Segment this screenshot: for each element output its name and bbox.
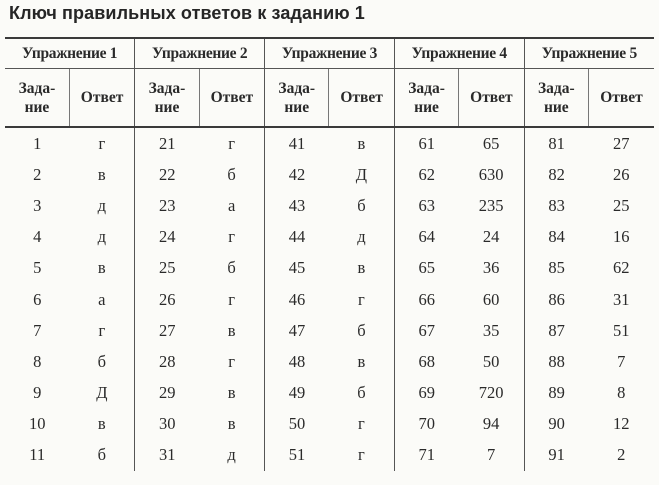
answer-column-header: Ответ xyxy=(459,69,524,128)
answer-cell: в xyxy=(357,258,366,278)
answer-cell: 36 xyxy=(482,258,500,278)
answer-cell: г xyxy=(358,289,365,309)
task-number-cell: 61 xyxy=(394,127,458,159)
answer-cell: д xyxy=(227,445,236,465)
task-number-cell: 67 xyxy=(394,315,458,346)
task-number-cell: 27 xyxy=(135,315,199,346)
table-row xyxy=(5,409,654,440)
answer-cell: г xyxy=(358,414,365,434)
answer-cell: 7 xyxy=(487,445,496,465)
exercise-header: Упражнение 4 xyxy=(394,38,524,69)
task-number-cell: 23 xyxy=(135,190,199,221)
task-number-cell: 49 xyxy=(265,378,329,409)
task-number-cell: 88 xyxy=(524,346,588,377)
task-number-cell: 4 xyxy=(33,227,42,247)
table-row xyxy=(5,378,654,409)
answer-cell: г xyxy=(98,320,106,340)
answer-cell: 27 xyxy=(613,133,630,153)
exercise-header: Упражнение 1 xyxy=(5,38,135,69)
answer-cell: д xyxy=(357,227,366,247)
task-column-header: Зада- ние xyxy=(135,69,199,128)
task-number-cell: 69 xyxy=(394,378,458,409)
answer-cell: 7 xyxy=(617,351,626,371)
answer-cell: в xyxy=(227,383,236,403)
answer-cell: 24 xyxy=(482,227,500,247)
task-column-header: Зада- ние xyxy=(5,69,69,128)
answer-cell: в xyxy=(227,320,236,340)
task-number-cell: 21 xyxy=(135,127,199,159)
task-number-cell: 81 xyxy=(524,127,588,159)
answer-cell: б xyxy=(357,320,366,340)
task-number-cell: 91 xyxy=(524,440,588,471)
column-header-row xyxy=(5,69,654,128)
task-number-cell: 11 xyxy=(29,445,46,465)
task-number-cell: 87 xyxy=(524,315,588,346)
task-number-cell: 86 xyxy=(524,284,588,315)
answer-cell: Д xyxy=(355,164,368,184)
answer-cell: 26 xyxy=(613,164,630,184)
answer-cell: 720 xyxy=(478,383,504,403)
answer-cell: г xyxy=(228,351,235,371)
table-row xyxy=(5,222,654,253)
answer-cell: а xyxy=(98,289,106,309)
answer-cell: 35 xyxy=(482,320,500,340)
answer-column-header: Ответ xyxy=(329,69,394,128)
task-number-cell: 41 xyxy=(265,127,329,159)
task-number-cell: 62 xyxy=(394,159,458,190)
task-number-cell: 30 xyxy=(135,409,199,440)
exercise-header: Упражнение 5 xyxy=(524,38,654,69)
task-number-cell: 42 xyxy=(265,159,329,190)
answer-cell: в xyxy=(97,164,106,184)
answer-cell: б xyxy=(357,383,366,403)
task-number-cell: 31 xyxy=(135,440,199,471)
task-number-cell: 28 xyxy=(135,346,199,377)
answer-cell: 630 xyxy=(478,164,504,184)
table-row xyxy=(5,315,654,346)
table-row xyxy=(5,440,654,471)
answer-cell: 94 xyxy=(482,414,500,434)
answer-cell: а xyxy=(227,195,236,215)
answer-cell: Д xyxy=(96,383,108,403)
task-column-header: Зада- ние xyxy=(265,69,329,128)
answer-cell: г xyxy=(358,445,365,465)
task-number-cell: 44 xyxy=(265,222,329,253)
exercise-header: Упражнение 3 xyxy=(265,38,395,69)
answer-column-header: Ответ xyxy=(69,69,134,128)
task-number-cell: 43 xyxy=(265,190,329,221)
answer-column-header: Ответ xyxy=(199,69,264,128)
answer-cell: в xyxy=(97,258,106,278)
task-number-cell: 89 xyxy=(524,378,588,409)
answer-rows xyxy=(5,127,654,471)
task-number-cell: 51 xyxy=(265,440,329,471)
task-number-cell: 26 xyxy=(135,284,199,315)
task-number-cell: 9 xyxy=(33,383,42,403)
task-number-cell: 68 xyxy=(394,346,458,377)
exercise-header-row xyxy=(5,38,654,69)
task-number-cell: 85 xyxy=(524,253,588,284)
task-number-cell: 6 xyxy=(33,289,42,309)
answer-cell: 65 xyxy=(482,133,500,153)
task-number-cell: 2 xyxy=(33,164,42,184)
task-number-cell: 84 xyxy=(524,222,588,253)
task-number-cell: 46 xyxy=(265,284,329,315)
answer-cell: г xyxy=(228,289,235,309)
table-row xyxy=(5,253,654,284)
answer-cell: д xyxy=(97,227,107,247)
answer-cell: г xyxy=(228,227,235,247)
task-number-cell: 90 xyxy=(524,409,588,440)
task-number-cell: 66 xyxy=(394,284,458,315)
answer-cell: в xyxy=(227,414,236,434)
answer-cell: 235 xyxy=(478,195,504,215)
table-row xyxy=(5,190,654,221)
task-number-cell: 29 xyxy=(135,378,199,409)
task-number-cell: 50 xyxy=(265,409,329,440)
answer-column-header: Ответ xyxy=(589,69,655,128)
task-number-cell: 1 xyxy=(33,133,42,153)
answer-cell: б xyxy=(97,445,107,465)
answer-key-table xyxy=(5,37,654,471)
answer-cell: 60 xyxy=(482,289,500,309)
table-row xyxy=(5,346,654,377)
task-number-cell: 48 xyxy=(265,346,329,377)
task-number-cell: 83 xyxy=(524,190,588,221)
task-column-header: Зада- ние xyxy=(524,69,588,128)
task-number-cell: 65 xyxy=(394,253,458,284)
answer-cell: б xyxy=(97,351,107,371)
task-number-cell: 8 xyxy=(33,351,42,371)
answer-cell: 8 xyxy=(617,383,626,403)
task-number-cell: 5 xyxy=(33,258,42,278)
answer-cell: б xyxy=(227,164,236,184)
answer-cell: б xyxy=(357,195,366,215)
task-number-cell: 24 xyxy=(135,222,199,253)
table-row xyxy=(5,159,654,190)
table-row xyxy=(5,127,654,159)
answer-cell: 2 xyxy=(617,445,626,465)
exercise-header: Упражнение 2 xyxy=(135,38,265,69)
answer-cell: д xyxy=(97,195,107,215)
answer-cell: 31 xyxy=(613,289,630,309)
answer-cell: 16 xyxy=(613,227,630,247)
answer-cell: 50 xyxy=(482,351,500,371)
task-number-cell: 22 xyxy=(135,159,199,190)
task-number-cell: 45 xyxy=(265,253,329,284)
task-number-cell: 3 xyxy=(33,195,42,215)
task-number-cell: 25 xyxy=(135,253,199,284)
task-number-cell: 82 xyxy=(524,159,588,190)
task-number-cell: 10 xyxy=(28,414,46,434)
task-number-cell: 7 xyxy=(33,320,42,340)
answer-cell: б xyxy=(227,258,236,278)
answer-cell: г xyxy=(228,133,235,153)
answer-cell: в xyxy=(97,414,106,434)
answer-cell: 62 xyxy=(613,258,630,278)
task-number-cell: 63 xyxy=(394,190,458,221)
answer-cell: в xyxy=(357,133,366,153)
task-column-header: Зада- ние xyxy=(394,69,458,128)
answer-cell: в xyxy=(357,351,366,371)
task-number-cell: 70 xyxy=(394,409,458,440)
task-number-cell: 47 xyxy=(265,315,329,346)
task-number-cell: 64 xyxy=(394,222,458,253)
answer-cell: 51 xyxy=(613,320,630,340)
table-row xyxy=(5,284,654,315)
answer-cell: 25 xyxy=(613,195,630,215)
answer-cell: 12 xyxy=(613,414,630,434)
page-title: Ключ правильных ответов к заданию 1 xyxy=(9,3,365,23)
answer-cell: г xyxy=(98,133,106,153)
task-number-cell: 71 xyxy=(394,440,458,471)
